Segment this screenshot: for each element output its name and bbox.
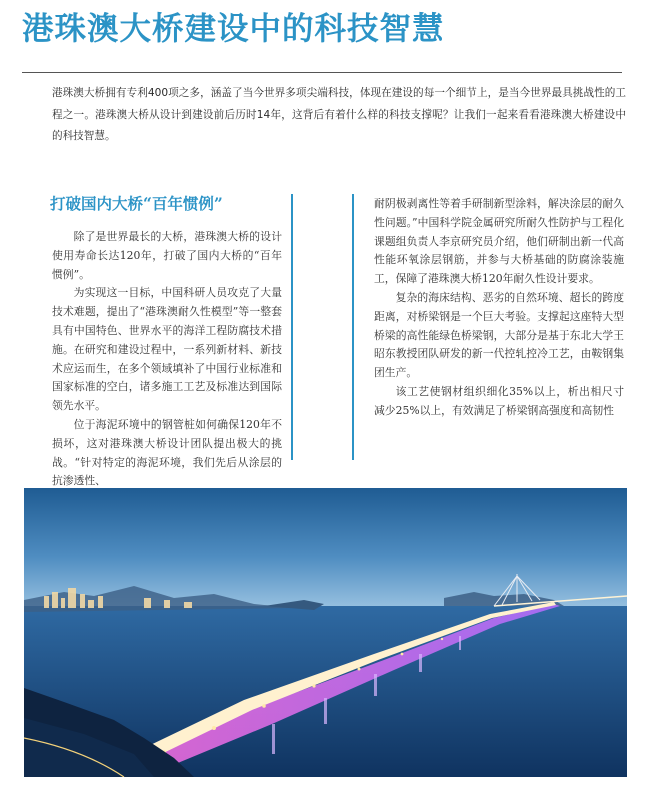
article-title: 港珠澳大桥建设中的科技智慧 — [22, 11, 445, 47]
title-divider — [22, 72, 622, 73]
column-rule-right — [352, 194, 354, 460]
paragraph: 该工艺使钢材组织细化35%以上，析出相尺寸减少25%以上，有效满足了桥梁钢高强度和高韧性 — [374, 384, 624, 417]
left-column — [52, 228, 282, 491]
paragraph: 位于海泥环境中的钢管桩如何确保120年不损坏，这对港珠澳大桥设计团队提出极大的挑战。“针对特定的海泥环境，我们先后从涂层的抗渗透性、 — [52, 417, 282, 488]
bridge-photo — [24, 488, 627, 777]
column-rule-left — [291, 194, 293, 460]
section-heading: 打破国内大桥“百年惯例” — [50, 194, 223, 213]
article-intro: 港珠澳大桥拥有专利400项之多，涵盖了当今世界多项尖端科技，体现在建设的每一个细节上，是当今世界最具挑战性的工程之一。港珠澳大桥从设计到建设前后历时14年，这背后有着什么样的科技支撑呢？让我们一起来看看港珠澳大桥建设中的科技智慧。 — [52, 87, 626, 142]
paragraph: 复杂的海床结构、恶劣的自然环境、超长的跨度距离，对桥梁钢是一个巨大考验。支撑起这座特大型桥梁的高性能绿色桥梁钢，大部分是基于东北大学王昭东教授团队研发的新一代控轧控冷工艺，由鞍钢集团生产。 — [374, 290, 624, 380]
paragraph: 为实现这一目标，中国科研人员攻克了大量技术难题，提出了“港珠澳耐久性模型”等一整套具有中国特色、世界水平的海洋工程防腐技术措施。在研究和建设过程中，一系列新材料、新技术应运而生，在多个领域填补了中国行业标准和国家标准的空白，诸多施工工艺及标准达到国际领先水平。 — [52, 286, 282, 413]
paragraph: 除了是世界最长的大桥，港珠澳大桥的设计使用寿命长达120年，打破了国内大桥的“百年惯例”。 — [52, 230, 282, 281]
paragraph: 耐阴极剥离性等着手研制新型涂料，解决涂层的耐久性问题。”中国科学院金属研究所耐久性防护与工程化课题组负责人李京研究员介绍，他们研制出新一代高性能环氧涂层钢筋，并参与大桥基础的防腐涂装施工，保障了港珠澳大桥120年耐久性设计要求。 — [374, 197, 624, 286]
right-column — [374, 195, 624, 421]
